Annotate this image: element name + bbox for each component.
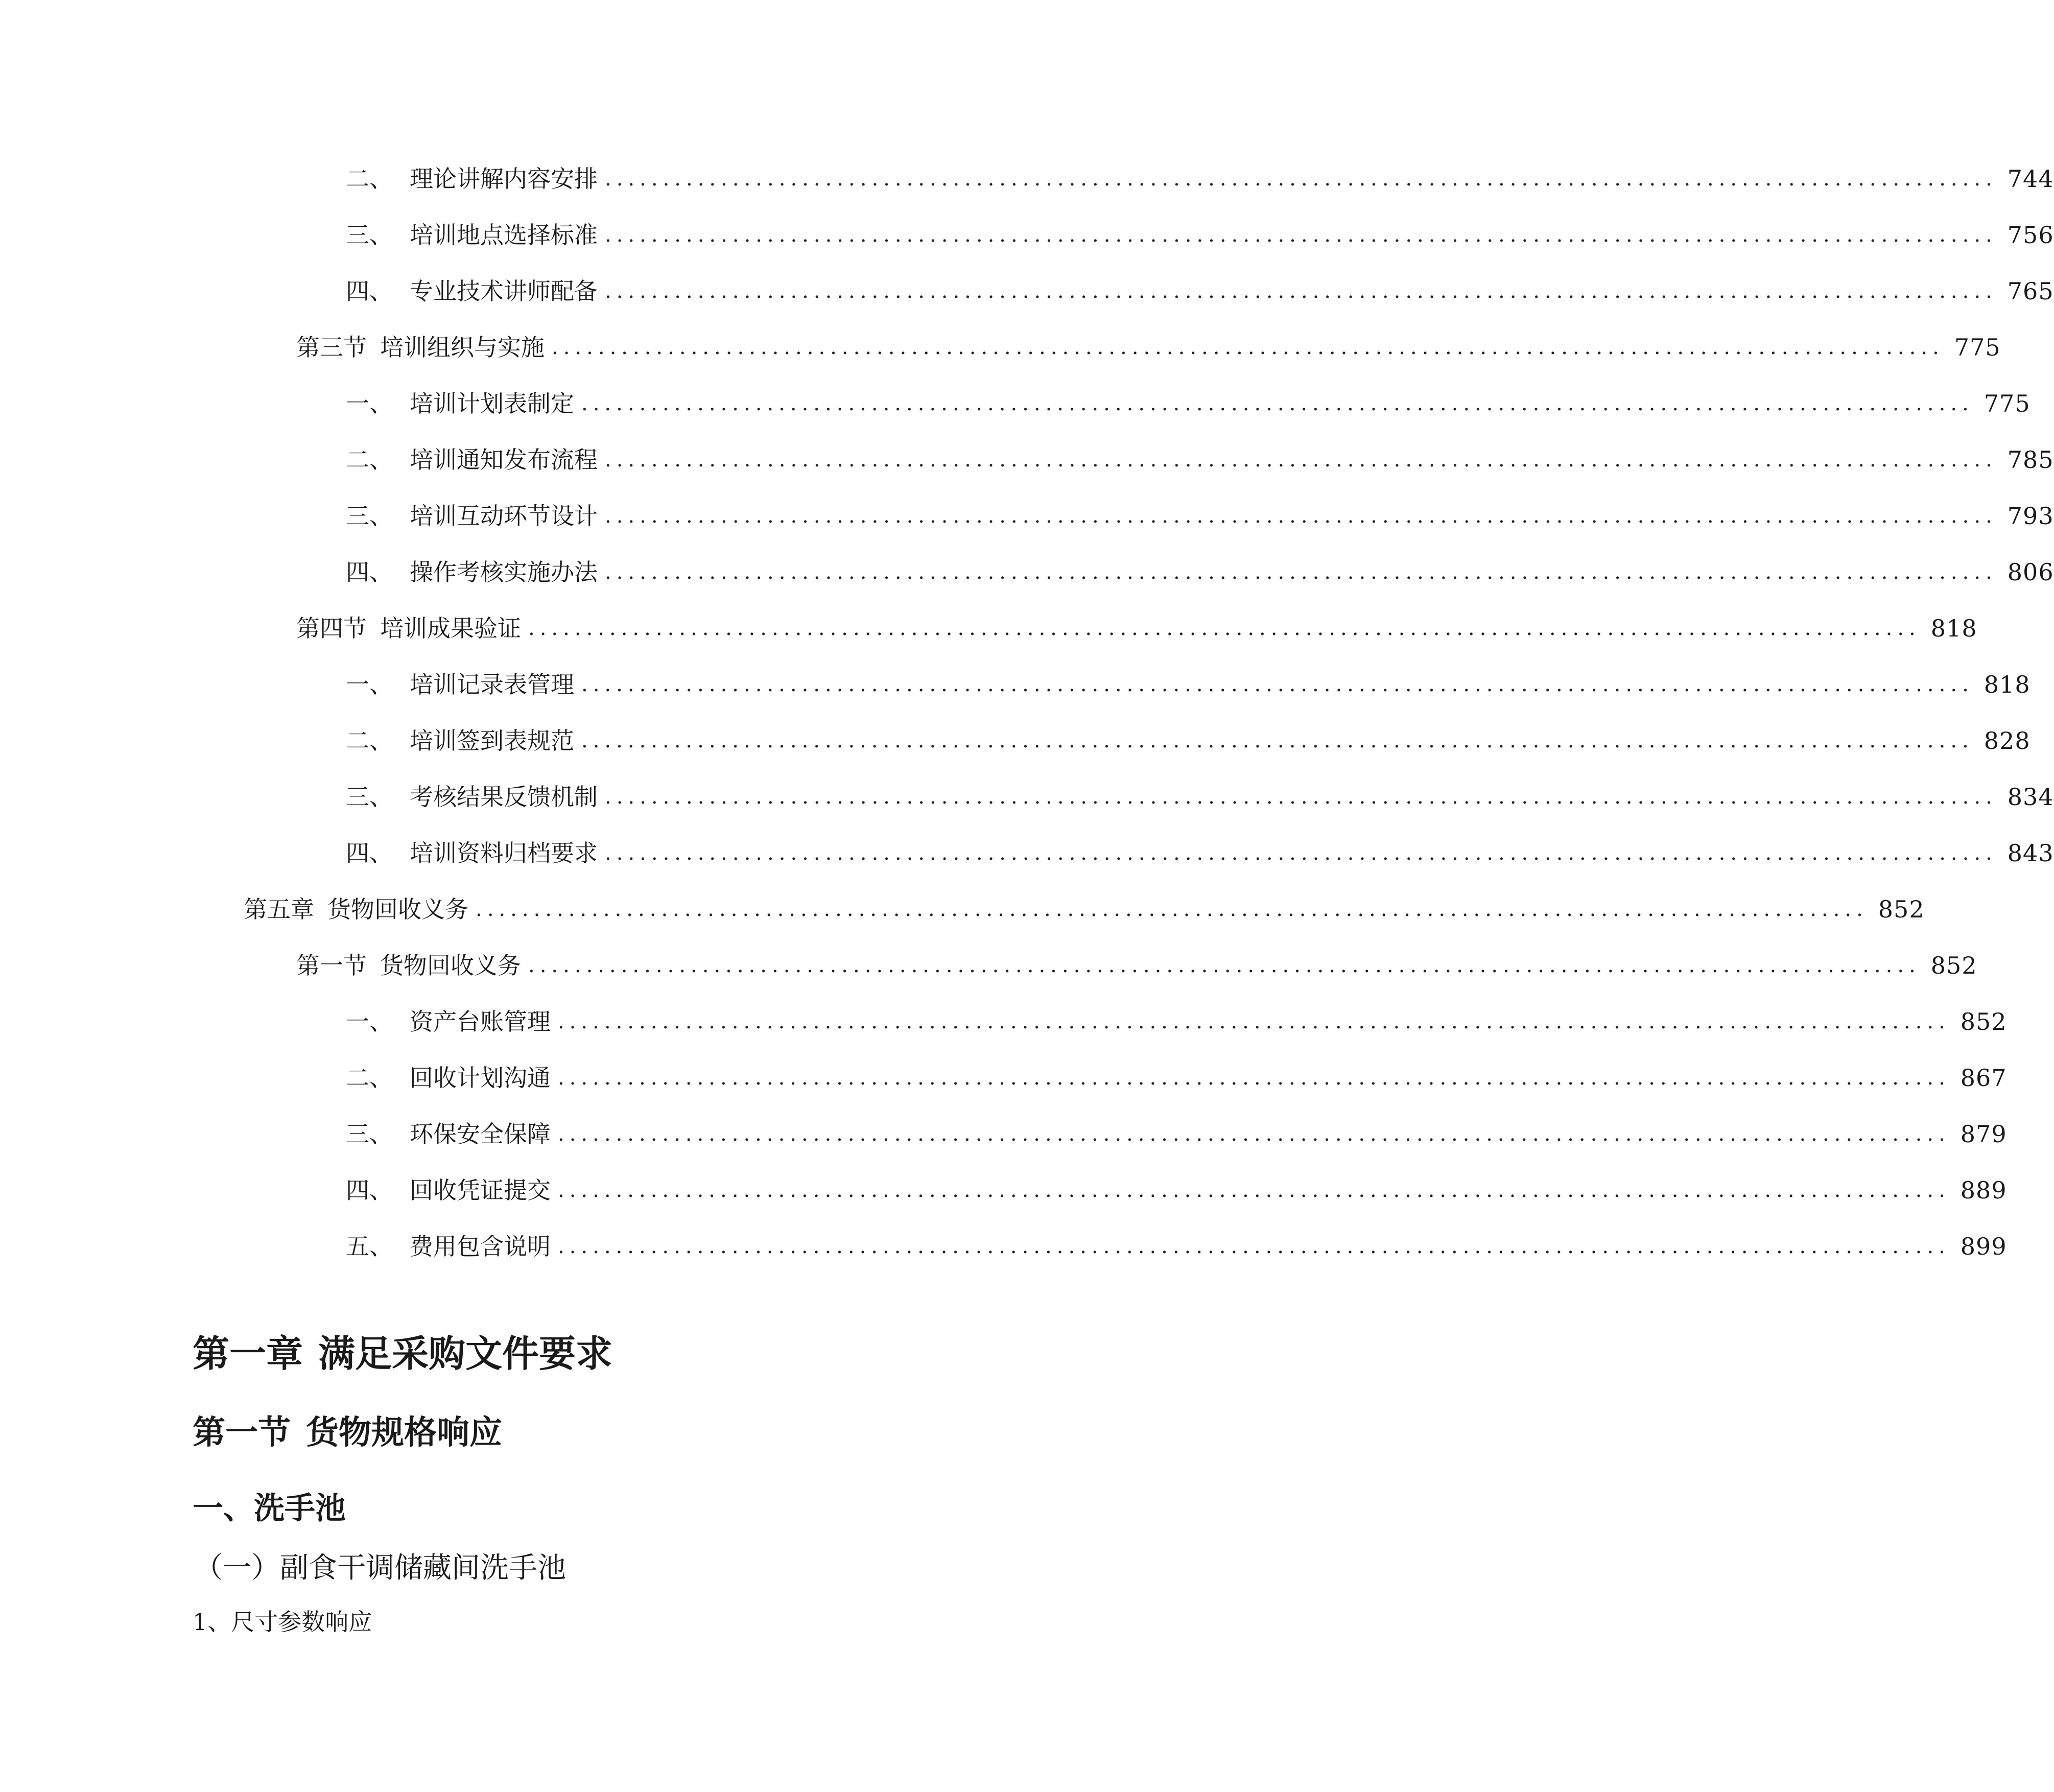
section-title: 货物规格响应 <box>306 1413 502 1452</box>
toc-dot-leader: ........................................................................................................................ <box>581 392 1974 415</box>
toc-page-number: 828 <box>1984 727 2031 754</box>
toc-page-number: 818 <box>1930 615 1977 642</box>
toc-entry-number: 第三节 <box>296 334 367 361</box>
toc-entry-title: 培训成果验证 <box>380 615 521 642</box>
toc-entry-number: 五、 <box>346 1233 393 1260</box>
toc-entry-label <box>296 948 528 983</box>
toc-entry-title: 培训地点选择标准 <box>410 221 598 249</box>
toc-entry-label <box>346 442 605 478</box>
toc-page-number: 775 <box>1984 390 2031 417</box>
toc-entry-number: 一、 <box>346 671 393 698</box>
toc-entry[interactable] <box>0 375 2031 432</box>
toc-page-number: 806 <box>2007 558 2054 586</box>
toc-dot-leader: ........................................................................................................................ <box>581 673 1974 696</box>
chapter-heading <box>193 1328 1214 1379</box>
toc-entry-title: 培训互动环节设计 <box>410 502 598 530</box>
toc-page-number: 879 <box>1960 1120 2007 1148</box>
toc-entry[interactable] <box>0 825 2054 881</box>
toc-entry-number: 三、 <box>346 1120 393 1148</box>
toc-dot-leader: ........................................................................................................................ <box>558 1235 1950 1258</box>
toc-entry-title: 培训记录表管理 <box>410 671 574 698</box>
toc-page-number: 852 <box>1878 895 1925 923</box>
toc-entry-title: 操作考核实施办法 <box>410 558 598 586</box>
toc-dot-leader: ........................................................................................................................ <box>605 223 1997 247</box>
toc-entry-label <box>346 1060 558 1096</box>
toc-entry-label <box>346 779 605 815</box>
toc-entry-number: 二、 <box>346 1064 393 1092</box>
toc-dot-leader: ........................................................................................................................ <box>528 617 1921 640</box>
toc-entry[interactable] <box>0 1218 2007 1275</box>
toc-entry-title: 培训组织与实施 <box>380 334 545 361</box>
toc-entry-title: 理论讲解内容安排 <box>410 165 598 193</box>
table-of-contents <box>0 151 2054 1275</box>
toc-entry-number: 一、 <box>346 390 393 417</box>
toc-entry-label <box>346 1004 558 1040</box>
toc-page-number: 899 <box>1960 1233 2007 1260</box>
toc-dot-leader: ........................................................................................................................ <box>558 1122 1950 1146</box>
toc-entry-number: 三、 <box>346 783 393 811</box>
toc-page-number: 852 <box>1960 1008 2007 1035</box>
toc-entry-title: 培训资料归档要求 <box>410 839 598 867</box>
toc-entry[interactable] <box>0 1106 2007 1162</box>
section-prefix: 第一节 <box>193 1413 291 1452</box>
toc-dot-leader: ........................................................................................................................ <box>581 729 1974 752</box>
toc-entry-label <box>346 498 605 534</box>
toc-entry-label <box>346 161 605 197</box>
toc-entry-title: 资产台账管理 <box>410 1008 551 1035</box>
chapter-prefix: 第一章 <box>193 1332 303 1375</box>
toc-entry-title: 培训通知发布流程 <box>410 446 598 474</box>
item-heading: （一）副食干调储藏间洗手池 <box>194 1551 566 1585</box>
toc-dot-leader: ........................................................................................................................ <box>605 504 1997 528</box>
toc-entry-number: 二、 <box>346 165 393 193</box>
toc-dot-leader: ........................................................................................................................ <box>552 336 1944 359</box>
toc-page-number: 818 <box>1984 671 2031 698</box>
toc-entry[interactable] <box>0 319 2001 375</box>
toc-entry-number: 四、 <box>346 558 393 586</box>
toc-entry-number: 一、 <box>346 1008 393 1035</box>
toc-entry-number: 三、 <box>346 221 393 249</box>
toc-entry[interactable] <box>0 207 2054 263</box>
toc-dot-leader: ........................................................................................................................ <box>605 167 1997 191</box>
toc-entry-number: 第一节 <box>296 952 367 979</box>
toc-entry-number: 四、 <box>346 1176 393 1204</box>
toc-entry-label <box>346 273 605 309</box>
toc-entry-title: 考核结果反馈机制 <box>410 783 598 811</box>
toc-dot-leader: ........................................................................................................................ <box>558 1010 1950 1033</box>
toc-entry-number: 二、 <box>346 446 393 474</box>
toc-entry[interactable] <box>0 488 2054 544</box>
toc-entry-number: 四、 <box>346 839 393 867</box>
toc-entry[interactable] <box>0 937 1977 994</box>
toc-entry-number: 第五章 <box>244 895 314 923</box>
toc-entry-label <box>346 1116 558 1152</box>
toc-page-number: 834 <box>2007 783 2054 811</box>
toc-dot-leader: ........................................................................................................................ <box>605 841 1997 865</box>
toc-entry-number: 第四节 <box>296 615 367 642</box>
toc-page-number: 843 <box>2007 839 2054 867</box>
toc-entry-title: 环保安全保障 <box>410 1120 551 1148</box>
toc-entry-title: 费用包含说明 <box>410 1233 551 1260</box>
toc-entry[interactable] <box>0 1162 2007 1218</box>
toc-entry[interactable] <box>0 544 2054 600</box>
toc-entry[interactable] <box>0 769 2054 825</box>
toc-entry-label <box>296 610 528 646</box>
toc-page-number: 744 <box>2007 165 2054 193</box>
toc-entry-title: 回收凭证提交 <box>410 1176 551 1204</box>
toc-entry-label <box>346 667 581 702</box>
toc-entry-number: 三、 <box>346 502 393 530</box>
toc-entry-label <box>346 835 605 871</box>
toc-entry-label <box>346 1229 558 1264</box>
toc-dot-leader: ........................................................................................................................ <box>605 448 1997 471</box>
toc-page-number: 756 <box>2007 221 2054 249</box>
toc-dot-leader: ........................................................................................................................ <box>558 1066 1950 1090</box>
section-heading <box>193 1410 1214 1456</box>
toc-entry-label <box>244 891 476 927</box>
toc-dot-leader: ........................................................................................................................ <box>476 898 1868 921</box>
toc-entry-label <box>346 217 605 253</box>
toc-entry-title: 货物回收义务 <box>327 895 468 923</box>
toc-entry-number: 四、 <box>346 277 393 305</box>
toc-entry-title: 专业技术讲师配备 <box>410 277 598 305</box>
toc-page-number: 785 <box>2007 446 2054 474</box>
toc-entry[interactable] <box>0 994 2007 1050</box>
toc-entry-title: 培训签到表规范 <box>410 727 574 754</box>
toc-page-number: 852 <box>1930 952 1977 979</box>
toc-entry-label <box>296 329 552 365</box>
toc-entry-title: 培训计划表制定 <box>410 390 574 417</box>
toc-entry[interactable] <box>0 713 2031 769</box>
chapter-title: 满足采购文件要求 <box>318 1332 613 1375</box>
toc-dot-leader: ........................................................................................................................ <box>528 954 1921 977</box>
toc-entry[interactable] <box>0 881 1925 937</box>
toc-dot-leader: ........................................................................................................................ <box>605 785 1997 809</box>
toc-entry[interactable] <box>0 263 2054 319</box>
toc-dot-leader: ........................................................................................................................ <box>558 1178 1950 1202</box>
toc-page-number: 775 <box>1954 334 2001 361</box>
toc-dot-leader: ........................................................................................................................ <box>605 279 1997 303</box>
toc-entry-label <box>346 1172 558 1208</box>
toc-entry[interactable] <box>0 600 1977 656</box>
toc-page-number: 765 <box>2007 277 2054 305</box>
toc-entry-label <box>346 386 581 421</box>
toc-entry-label <box>346 723 581 759</box>
toc-entry[interactable] <box>0 432 2054 488</box>
toc-page-number: 793 <box>2007 502 2054 530</box>
toc-entry[interactable] <box>0 656 2031 713</box>
toc-entry[interactable] <box>0 151 2054 207</box>
subsection-heading: 一、洗手池 <box>193 1491 346 1526</box>
toc-entry-title: 货物回收义务 <box>380 952 521 979</box>
toc-entry-number: 二、 <box>346 727 393 754</box>
subitem-heading: 1、尺寸参数响应 <box>193 1608 372 1636</box>
toc-page-number: 889 <box>1960 1176 2007 1204</box>
toc-page-number: 867 <box>1960 1064 2007 1092</box>
toc-entry-title: 回收计划沟通 <box>410 1064 551 1092</box>
toc-entry[interactable] <box>0 1050 2007 1106</box>
toc-entry-label <box>346 554 605 590</box>
toc-dot-leader: ........................................................................................................................ <box>605 560 1997 584</box>
